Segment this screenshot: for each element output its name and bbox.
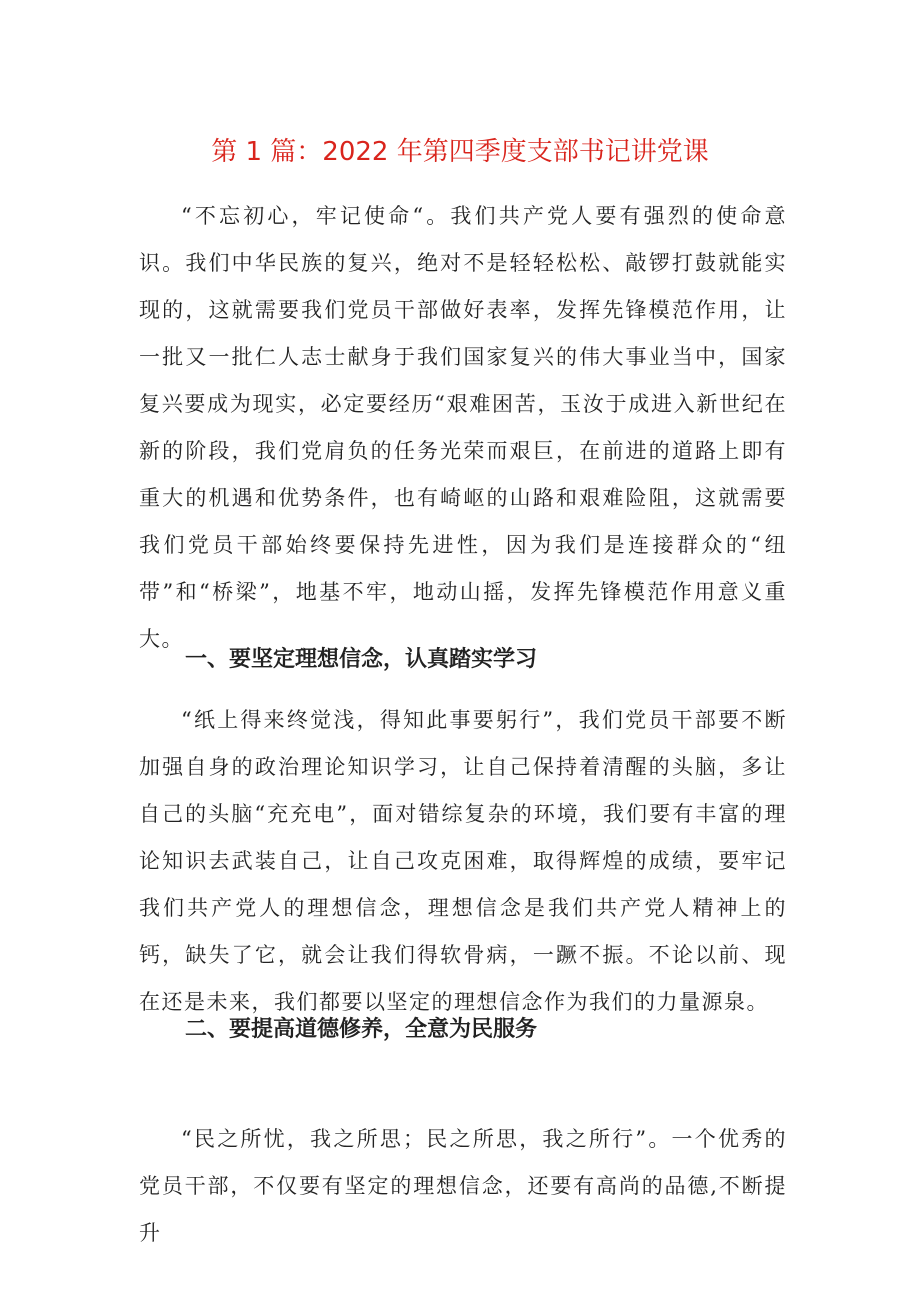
intro-paragraph: “不忘初心，牢记使命“。我们共产党人要有强烈的使命意识。我们中华民族的复兴，绝对不是轻轻松松、敲锣打鼓就能实现的，这就需要我们党员干部做好表率，发挥先锋模范作用，让一批又一批仁人志士献身于我们国家复兴的伟大事业当中，国家复兴要成为现实，必定要经历“艰难困苦，玉汝于成进入新世纪在新的阶段，我们党肩负的任务光荣而艰巨，在前进的道路上即有重大的机遇和优势条件，也有崎岖的山路和艰难险阻，这就需要我们党员干部始终要保持先进性，因为我们是连接群众的“纽带”和“桥梁”，地基不牢，地动山摇，发挥先锋模范作用意义重大。 xyxy=(139,204,787,651)
document-title: 第 1 篇：2022 年第四季度支部书记讲党课 xyxy=(211,137,709,167)
section-2-paragraph: “民之所忧，我之所思；民之所思，我之所行”。一个优秀的党员干部，不仅要有坚定的理想信念，还要有高尚的品德,不断提升 xyxy=(139,1127,787,1245)
section-1-heading: 一、要坚定理想信念，认真踏实学习 xyxy=(185,647,538,672)
section-2-heading: 二、要提高道德修养，全意为民服务 xyxy=(185,1017,538,1042)
section-1-paragraph: “纸上得来终觉浅，得知此事要躬行”，我们党员干部要不断加强自身的政治理论知识学习，让自己保持着清醒的头脑，多让自己的头脑“充充电”，面对错综复杂的环境，我们要有丰富的理论知识去武装自己，让自己攻克困难，取得辉煌的成绩，要牢记我们共产党人的理想信念，理想信念是我们共产党人精神上的钙，缺失了它，就会让我们得软骨病，一蹶不振。不论以前、现在还是未来，我们都要以坚定的理想信念作为我们的力量源泉。 xyxy=(139,708,787,1014)
